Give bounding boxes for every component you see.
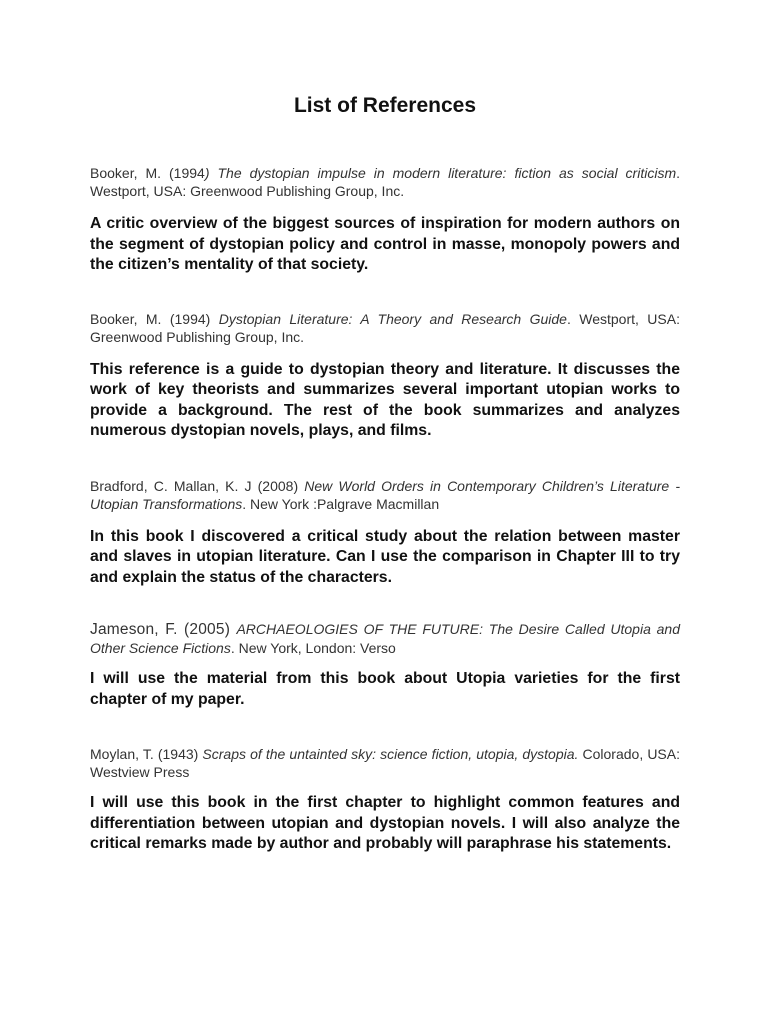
citation-publisher: . New York, London: Verso	[230, 640, 396, 656]
citation	[90, 620, 680, 657]
page-title: List of References	[293, 94, 477, 117]
citation-publisher: . Westport, USA: Greenwood Publishing Group, Inc.	[90, 310, 680, 345]
reference-entry	[90, 745, 680, 855]
citation-title: Scraps of the untainted sky: science fiction, utopia, dystopia.	[202, 746, 579, 762]
citation-author: Moylan, T. (1943)	[90, 746, 203, 762]
citation	[90, 310, 680, 346]
citation-title: New World Orders in Contemporary Children’s Literature - Utopian Transformations	[90, 477, 680, 512]
citation-publisher: . Westport, USA: Greenwood Publishing Group, Inc.	[90, 165, 680, 199]
citation	[90, 477, 680, 513]
annotation: In this book I discovered a critical study about the relation between master and slaves in utopian literature. Can I use the comparison in Chapter III to try and explain the status of the characters.	[90, 527, 680, 586]
reference-entry	[90, 164, 680, 276]
citation-publisher: Colorado, USA: Westview Press	[90, 746, 680, 780]
annotation: I will use the material from this book about Utopia varieties for the first chapter of my paper.	[90, 670, 680, 708]
citation	[90, 745, 680, 781]
citation-publisher: . New York :Palgrave Macmillan	[242, 495, 440, 512]
citation-title: ) The dystopian impulse in modern literature: fiction as social criticism	[204, 165, 677, 181]
annotation: A critic overview of the biggest sources of inspiration for modern authors on the segment of dystopian policy and control in masse, monopoly powers and the citizen’s mentality of that society.	[90, 215, 680, 273]
citation-author: Bradford, C. Mallan, K. J (2008)	[90, 477, 305, 494]
reference-list	[90, 164, 680, 855]
annotation: I will use this book in the first chapter to highlight common features and differentiation between utopian and dystopian novels. I will also analyze the critical remarks made by author and probably will paraphrase his statements.	[90, 794, 680, 852]
citation-author: Booker, M. (1994)	[90, 310, 219, 327]
reference-entry	[90, 310, 680, 442]
citation-title: ARCHAEOLOGIES OF THE FUTURE: The Desire Called Utopia and Other Science Fictions	[90, 621, 680, 656]
citation	[90, 164, 680, 200]
reference-entry	[90, 620, 680, 710]
reference-entry	[90, 477, 680, 589]
citation-author: Jameson, F. (2005)	[90, 621, 237, 638]
citation-author: Booker, M. (1994	[90, 165, 205, 181]
citation-title: Dystopian Literature: A Theory and Research Guide	[218, 310, 567, 327]
annotation: This reference is a guide to dystopian theory and literature. It discusses the work of key theorists and summarizes several important utopian works to provide a background. The rest of the book summarizes and analyzes numerous dystopian novels, plays, and films.	[90, 360, 680, 439]
